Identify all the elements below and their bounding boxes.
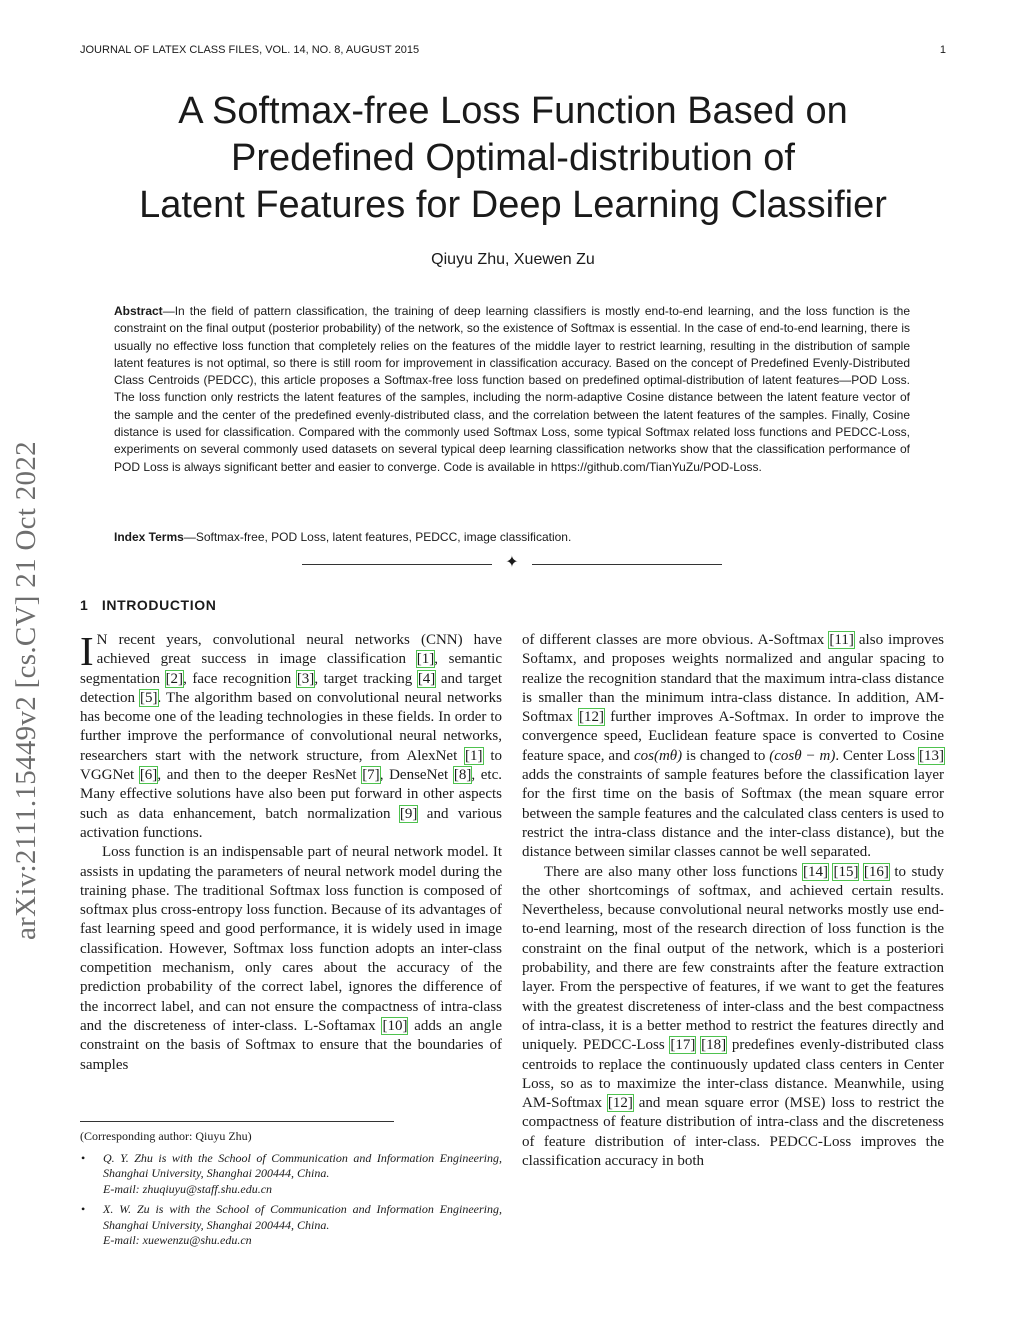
citation-link[interactable]: [12] [579,709,605,726]
citation-link[interactable]: [11] [829,632,854,648]
text-run: to VGGNet [80,747,502,784]
abstract [114,303,910,476]
abstract-text: —In the field of pattern classification, the training of deep learning classifiers is mostly end-to-end learning, and the loss function is the constraint on the final output (posterior probability) of the network, so the existence of Softmax is essential. In the case of end-to-end learning, there is usually no effective loss function that completely relies on the features of the middle layer to restrict learning, resulting in the distribution of sample latent features is not optimal, so there is still room for improvement in classification accuracy. Based on the concept of Predefined Evenly-Distributed Class Centroids (PEDCC), this article proposes a Softmax-free loss function based on predefined optimal-distribution of latent features—POD Loss. The loss function only restricts the latent features of the samples, including the norm-adaptive Cosine distance between the latent feature vector of the sample and the center of the predefined evenly-distributed class, and the correlation between the latent features of the samples. Finally, Cosine distance is used for classification. Compared with the commonly used Softmax Loss, some typical Softmax related loss functions and PEDCC-Loss, experiments on several commonly used datasets on several typical deep learning classification networks show that the classification performance of POD Loss is always significant better and easier to converge. Code is available in https://github.com/TianYuZu/POD-Loss. [114,304,910,474]
text-run: to study the other shortcomings of softmax, and achieved certain results. Nevertheless, because convolutional neural networks mostly use end-to-end learning, most of the research direction of loss function is the constraint on the final output of the network, which is a posteriori probability, and there are few constraints after the feature extraction layer. From the perspective of features, if we want to get the features with the greatest discreteness of inter-class and the best compactness of intra-class, it is a better method to restrict the features directly and uniquely. PEDCC-Loss [522,863,945,1054]
citation-link[interactable]: [1] [465,747,483,764]
citation-link[interactable]: [1] [416,651,435,668]
citation-link[interactable]: [8] [453,767,472,784]
text-run: and mean square error (MSE) loss to restrict the compactness of feature distribution of intra-class and the discreteness of feature distribution of inter-class. PEDCC-Loss improves the classification accuracy in both [522,1095,944,1170]
index-terms-text: —Softmax-free, POD Loss, latent features, PEDCC, image classification. [183,530,572,544]
text-run: , etc. Many effective solutions have also been put forward in other aspects such as data enhancement, batch normalization [80,767,503,822]
diamond-star-icon: ✦ [505,554,519,571]
index-terms [114,529,910,546]
text-run: adds the constraints of sample features before the classification layer for the first time on the basis of Softmax (the mean square error between the sample features and the calculated class centers is used to restrict the intra-class distance and the inter-class distance), but the distance between similar classes cannot be well separated. [522,767,944,861]
citation-link[interactable]: [14] [802,863,828,880]
page-number: 1 [939,44,946,56]
citation-link[interactable]: [10] [382,1017,408,1034]
text-run: , semantic segmentation [80,651,502,687]
footnote-rule [80,1121,394,1122]
text-run: is changed to [682,747,770,764]
text-run: and target detection [80,670,502,706]
arxiv-stamp: arXiv:2111.15449v2 [cs.CV] 21 Oct 2022 [10,441,42,940]
citation-link[interactable]: [4] [417,670,436,687]
corresponding-author-note: (Corresponding author: Qiuyu Zhu) [80,1129,252,1143]
text-run: predefines evenly-distributed class centroids to replace the continuously updated class centers in Center Loss, so as to maximize the inter-class distance. Meanwhile, using AM-Softmax [522,1037,945,1112]
left-column [80,628,503,1075]
citation-link[interactable]: [18] [701,1037,727,1054]
index-terms-label: Index Terms [114,530,184,544]
text-run: . The algorithm based on convolutional neural networks has become one of the leading technologies in these fields. In order to further improve the performance of convolutional neural networks, researchers start with the network structure, from AlexNet [80,689,502,764]
bullet-icon: • [81,1202,86,1216]
right-column [522,631,944,1171]
email-text: E-mail: xuewenzu@shu.edu.cn [103,1233,252,1247]
section-heading [80,597,216,613]
section-number: 1 [80,597,89,613]
text-run: also improves Softamx, and proposes weights normalized and angular spacing to realize the recognition standard that the maximum intra-class distance is smaller than the minimum intra-class distance. In addition, AM-Softmax [522,632,944,726]
text-run: adds an angle constraint on the basis of Softmax to ensure that the boundaries of samples [80,1017,502,1073]
citation-link[interactable]: [15] [833,863,859,880]
citation-link[interactable]: [7] [362,767,380,784]
text-run: , and then to the deeper ResNet [157,767,363,784]
divider-line [532,564,722,565]
affiliation-note [80,1202,502,1249]
paragraph-1 [80,628,503,843]
drop-cap: I [80,628,94,674]
citation-link[interactable]: [16] [863,863,889,880]
title-line: Predefined Optimal-distribution of [231,137,795,179]
citation-link[interactable]: [6] [139,767,158,784]
bullet-icon: • [81,1150,86,1165]
title-line: Latent Features for Deep Learning Classifier [139,184,887,226]
citation-link[interactable]: [3] [296,670,315,687]
paragraph-2 [80,843,502,1075]
journal-header: JOURNAL OF LATEX CLASS FILES, VOL. 14, NO. 8, AUGUST 2015 [80,44,420,56]
paragraph-3 [522,631,944,863]
section-title: INTRODUCTION [101,597,217,613]
text-run: of different classes are more obvious. A-Softmax [522,632,830,648]
abstract-label: Abstract [114,304,163,318]
math-expression: cos(mθ) [633,747,683,764]
email-text: E-mail: zhuqiuyu@staff.shu.edu.cn [103,1181,273,1196]
text-run: . Center Loss [835,747,919,764]
text-run: Loss function is an indispensable part of neural network model. It assists in updating the parameters of neural network model during the training phase. The traditional Softmax loss function is composed of softmax plus cross-entropy loss function. Because of its advantages of fast learning speed and good performance, it is widely used in image classification. However, Softmax loss function adopts an inter-class competition mechanism, only cares about the accuracy of the prediction probability of the correct label, ignores the difference of the incorrect label, and can not ensure the compactness of intra-class and the discreteness of inter-class. L-Softamax [80,844,502,1034]
text-run: further improves A-Softmax. In order to improve the convergence speed, Euclidean feature space is converted to Cosine feature space, and [522,709,944,764]
paragraph-4 [522,863,944,1172]
text-run: There are also many other loss functions [544,863,803,880]
citation-link[interactable]: [13] [918,747,944,764]
paper-title [80,88,946,229]
citation-link[interactable]: [5] [140,689,158,706]
lead-in: N [96,632,108,648]
citation-link[interactable]: [2] [165,670,184,687]
math-expression: (cosθ − m) [769,747,836,764]
affiliation-note [80,1151,502,1198]
text-run: , DenseNet [379,767,454,784]
title-line: A Softmax-free Loss Function Based on [178,90,848,132]
citation-link[interactable]: [17] [670,1037,696,1054]
citation-link[interactable]: [12] [607,1095,633,1112]
text-run: , target tracking [314,670,418,687]
affiliation-text: X. W. Zu is with the School of Communication and Information Engineering, Shanghai University, Shanghai 200444, China. [103,1202,502,1232]
affiliation-text: Q. Y. Zhu is with the School of Communication and Information Engineering, Shanghai University, Shanghai 200444, China. [103,1150,502,1180]
running-header [80,44,946,60]
divider-line [302,564,492,565]
citation-link[interactable]: [9] [399,805,418,822]
text-run: , face recognition [183,670,297,687]
text-run: and various activation functions. [80,805,502,841]
text-run: recent years, convolutional neural networks (CNN) have achieved great success in image classification [96,632,502,668]
author-list: Qiuyu Zhu, Xuewen Zu [431,251,595,268]
footnotes [80,1129,502,1254]
